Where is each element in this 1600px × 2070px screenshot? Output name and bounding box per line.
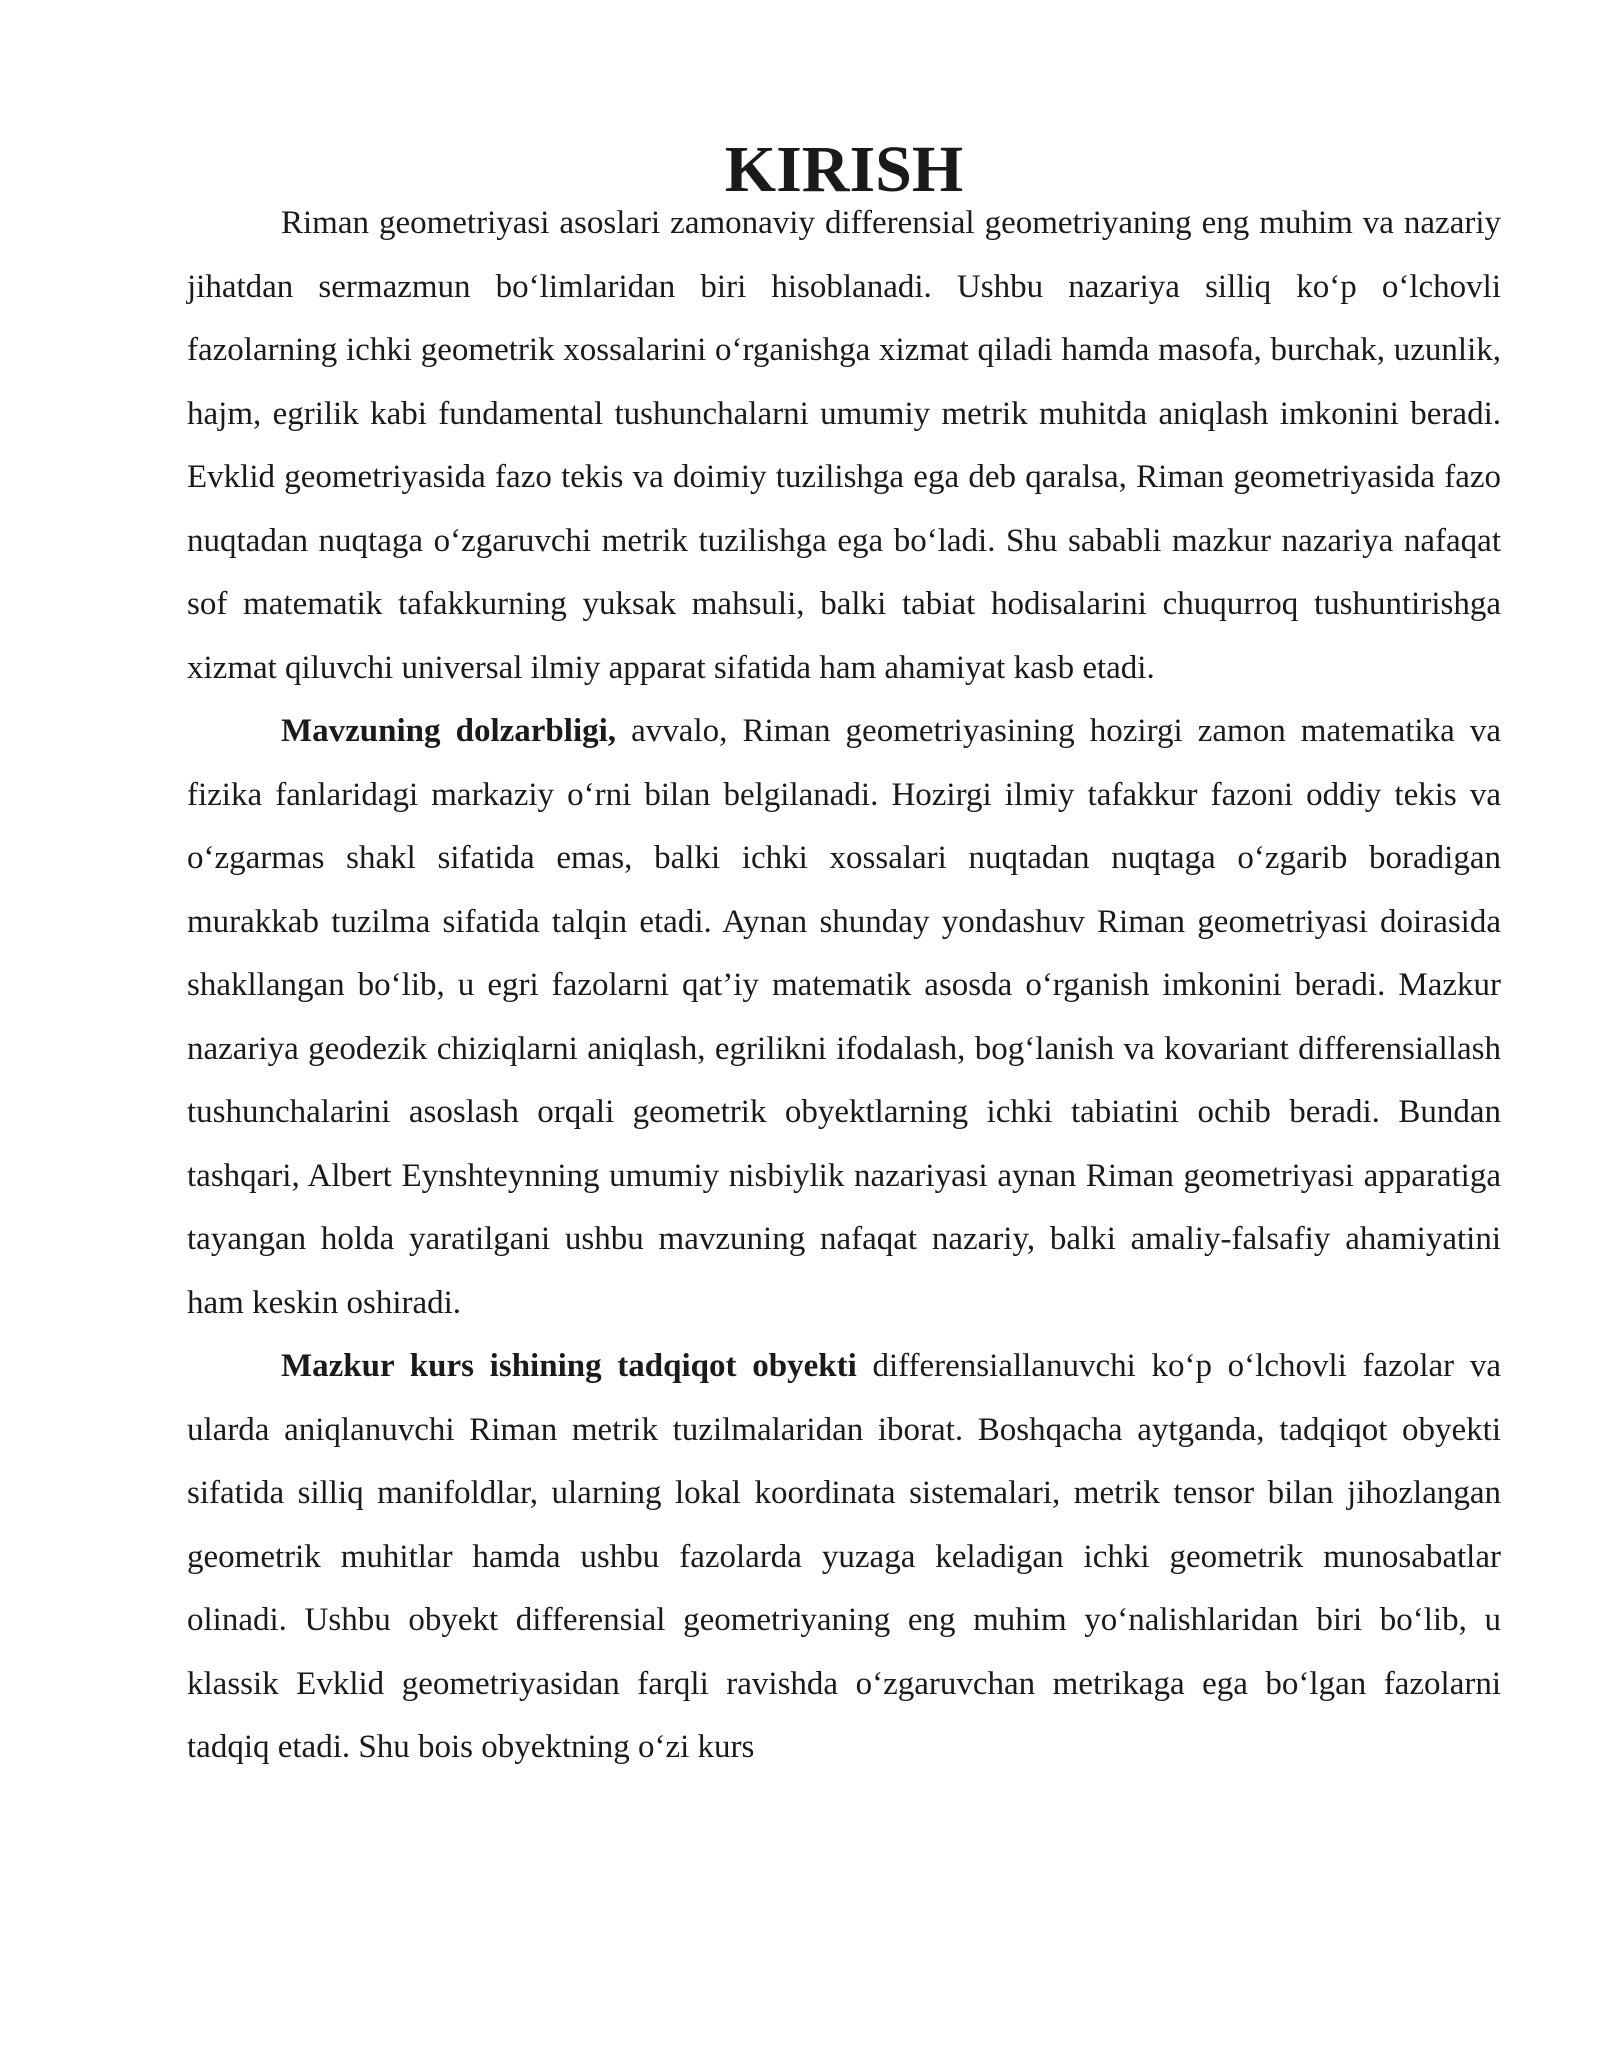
- paragraph-lead: Mavzuning dolzarbligi,: [281, 713, 617, 749]
- paragraph-text: avvalo, Riman geometriyasining hozirgi zamon matematika va fizika fanlaridagi markaziy o‘rni bilan belgilanadi. Hozirgi ilmiy tafakkur fazoni oddiy tekis va o‘zgarmas shakl sifatida emas, balki ichki xossalari nuqtadan nuqtaga o‘zgarib boradigan murakkab tuzilma sifatida talqin etadi. Aynan shunday yondashuv Riman geometriyasi doirasida shakllangan bo‘lib, u egri fazolarni qat’iy matematik asosda o‘rganish imkonini beradi. Mazkur nazariya geodezik chiziqlarni aniqlash, egrilikni ifodalash, bog‘lanish va kovariant differensiallash tushunchalarini asoslash orqali geometrik obyektlarning ichki tabiatini ochib beradi. Bundan tashqari, Albert Eynshteynning umumiy nisbiylik nazariyasi aynan Riman geometriyasi apparatiga tayangan holda yaratilgani ushbu mavzuning nafaqat nazariy, balki amaliy-falsafiy ahamiyatini ham keskin oshiradi.: [187, 713, 1501, 1321]
- paragraph-research-object: [187, 1335, 1501, 1780]
- document-body: [187, 133, 1501, 1780]
- paragraph-lead: Mazkur kurs ishining tadqiqot obyekti: [281, 1348, 857, 1384]
- paragraph-relevance: [187, 700, 1501, 1335]
- paragraph-text: differensiallanuvchi ko‘p o‘lchovli fazolar va ularda aniqlanuvchi Riman metrik tuzilmalaridan iborat. Boshqacha aytganda, tadqiqot obyekti sifatida silliq manifoldlar, ularning lokal koordinata sistemalari, metrik tensor bilan jihozlangan geometrik muhitlar hamda ushbu fazolarda yuzaga keladigan ichki geometrik munosabatlar olinadi. Ushbu obyekt differensial geometriyaning eng muhim yo‘nalishlaridan biri bo‘lib, u klassik Evklid geometriyasidan farqli ravishda o‘zgaruvchan metrikaga ega bo‘lgan fazolarni tadqiq etadi. Shu bois obyektning o‘zi kurs: [187, 1348, 1501, 1765]
- page-title: KIRISH: [724, 133, 964, 206]
- paragraph-intro: [187, 192, 1501, 700]
- paragraph-text: Riman geometriyasi asoslari zamonaviy differensial geometriyaning eng muhim va nazariy jihatdan sermazmun bo‘limlaridan biri hisoblanadi. Ushbu nazariya silliq ko‘p o‘lchovli fazolarning ichki geometrik xossalarini o‘rganishga xizmat qiladi hamda masofa, burchak, uzunlik, hajm, egrilik kabi fundamental tushunchalarni umumiy metrik muhitda aniqlash imkonini beradi. Evklid geometriyasida fazo tekis va doimiy tuzilishga ega deb qaralsa, Riman geometriyasida fazo nuqtadan nuqtaga o‘zgaruvchi metrik tuzilishga ega bo‘ladi. Shu sababli mazkur nazariya nafaqat sof matematik tafakkurning yuksak mahsuli, balki tabiat hodisalarini chuqurroq tushuntirishga xizmat qiluvchi universal ilmiy apparat sifatida ham ahamiyat kasb etadi.: [187, 205, 1501, 686]
